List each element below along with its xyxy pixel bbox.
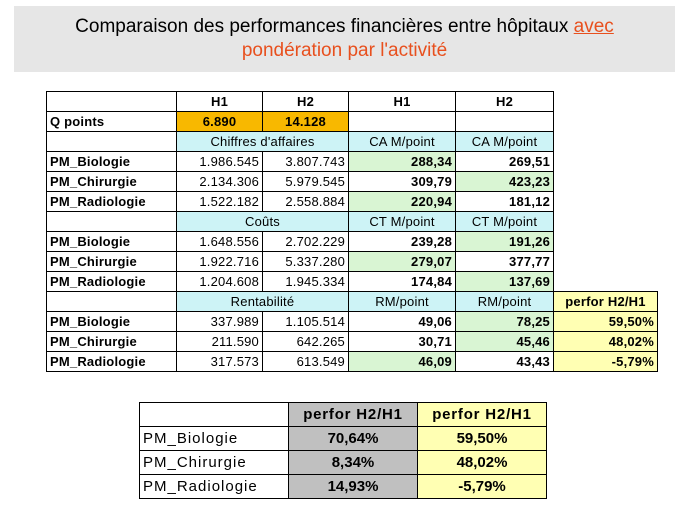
header-h2: H2 [263,92,349,112]
summary-v2: 48,02% [418,451,547,475]
table-row [47,152,658,172]
header-h1: H1 [177,92,263,112]
rent-per-point-h1: RM/point [349,292,456,312]
rent-point-h2: 45,46 [456,332,554,352]
row-label: PM_Radiologie [47,272,177,292]
ca-h2: 2.558.884 [263,192,349,212]
summary-table [139,402,547,499]
q-points-row [47,112,658,132]
ca-per-point-h1: CA M/point [349,132,456,152]
ca-point-h1: 309,79 [349,172,456,192]
rent-h1: 211.590 [177,332,263,352]
rent-h1: 337.989 [177,312,263,332]
couts-per-point-h2: CT M/point [456,212,554,232]
row-label: PM_Chirurgie [47,332,177,352]
summary-row-label: PM_Radiologie [140,475,289,499]
couts-point-h1: 279,07 [349,252,456,272]
rent-point-h1: 30,71 [349,332,456,352]
header-h2-point: H2 [456,92,554,112]
rent-point-h2: 43,43 [456,352,554,372]
row-label: PM_Chirurgie [47,172,177,192]
title-line1: Comparaison des performances financières entre hôpitaux [75,16,569,37]
ca-h1: 1.522.182 [177,192,263,212]
row-label: PM_Biologie [47,232,177,252]
q-points-h2: 14.128 [263,112,349,132]
couts-point-h2: 191,26 [456,232,554,252]
ca-section-header [47,132,658,152]
couts-per-point-h1: CT M/point [349,212,456,232]
couts-section-header [47,212,658,232]
couts-h2: 1.945.334 [263,272,349,292]
ca-title: Chiffres d'affaires [177,132,349,152]
summary-header-row [140,403,547,427]
table-row [47,332,658,352]
header-h1-point: H1 [349,92,456,112]
slide-title [14,6,675,72]
table-row [47,192,658,212]
row-label: PM_Biologie [47,152,177,172]
couts-point-h2: 137,69 [456,272,554,292]
rent-perf: 48,02% [554,332,658,352]
summary-v2: 59,50% [418,427,547,451]
table-row [47,352,658,372]
couts-point-h1: 239,28 [349,232,456,252]
ca-point-h2: 181,12 [456,192,554,212]
rent-title: Rentabilité [177,292,349,312]
title-avec: avec [573,16,614,37]
couts-h2: 2.702.229 [263,232,349,252]
table-row [140,427,547,451]
rent-perf: -5,79% [554,352,658,372]
rent-per-point-h2: RM/point [456,292,554,312]
rent-h1: 317.573 [177,352,263,372]
row-label: PM_Chirurgie [47,252,177,272]
row-label: PM_Radiologie [47,192,177,212]
performance-table [46,91,658,372]
row-label: PM_Biologie [47,312,177,332]
ca-h2: 3.807.743 [263,152,349,172]
summary-col2-header: perfor H2/H1 [418,403,547,427]
ca-point-h1: 220,94 [349,192,456,212]
summary-col1-header: perfor H2/H1 [289,403,418,427]
couts-h2: 5.337.280 [263,252,349,272]
rent-h2: 1.105.514 [263,312,349,332]
couts-point-h1: 174,84 [349,272,456,292]
couts-h1: 1.922.716 [177,252,263,272]
table-row [47,172,658,192]
ca-point-h2: 423,23 [456,172,554,192]
summary-row-label: PM_Chirurgie [140,451,289,475]
ca-per-point-h2: CA M/point [456,132,554,152]
empty-cell [47,92,177,112]
rent-point-h1: 46,09 [349,352,456,372]
rent-perf: 59,50% [554,312,658,332]
summary-v1: 14,93% [289,475,418,499]
table-row [47,312,658,332]
couts-h1: 1.204.608 [177,272,263,292]
summary-v1: 8,34% [289,451,418,475]
ca-point-h2: 269,51 [456,152,554,172]
q-points-label: Q points [47,112,177,132]
couts-h1: 1.648.556 [177,232,263,252]
row-label: PM_Radiologie [47,352,177,372]
rent-perfor-header: perfor H2/H1 [554,292,658,312]
rent-h2: 613.549 [263,352,349,372]
q-points-h1: 6.890 [177,112,263,132]
header-row [47,92,658,112]
summary-v2: -5,79% [418,475,547,499]
rent-point-h2: 78,25 [456,312,554,332]
ca-point-h1: 288,34 [349,152,456,172]
ca-h2: 5.979.545 [263,172,349,192]
table-row [47,252,658,272]
table-row [140,451,547,475]
rent-section-header [47,292,658,312]
table-row [47,272,658,292]
couts-title: Coûts [177,212,349,232]
summary-row-label: PM_Biologie [140,427,289,451]
rent-point-h1: 49,06 [349,312,456,332]
table-row [140,475,547,499]
summary-v1: 70,64% [289,427,418,451]
rent-h2: 642.265 [263,332,349,352]
ca-h1: 2.134.306 [177,172,263,192]
couts-point-h2: 377,77 [456,252,554,272]
ca-h1: 1.986.545 [177,152,263,172]
table-row [47,232,658,252]
title-line2: pondération par l'activité [241,40,448,61]
